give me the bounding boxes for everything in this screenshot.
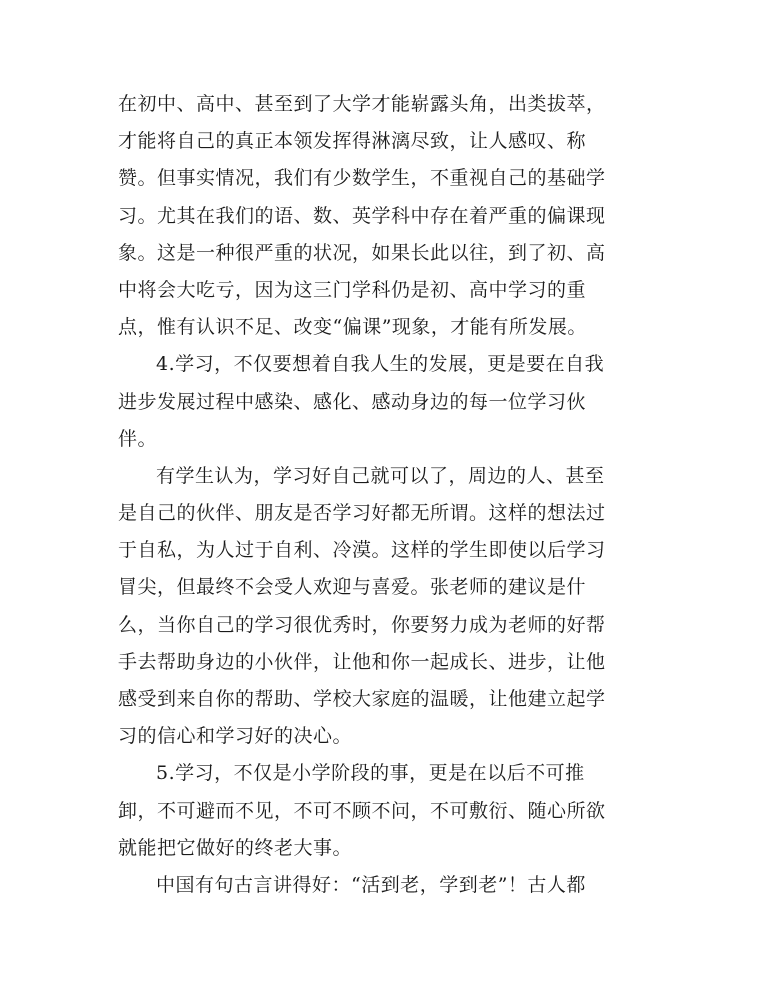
text-line: 感受到来自你的帮助、学校大家庭的温暖，让他建立起学 [118, 688, 606, 710]
text-line: 伴。 [118, 427, 158, 450]
text-line: 么，当你自己的学习很优秀时，你要努力成为老师的好帮 [118, 613, 606, 636]
text-line: 进步发展过程中感染、感化、感动身边的每一位学习伙 [118, 390, 587, 413]
text-line: 才能将自己的真正本领发挥得淋漓尽致，让人感叹、称 [118, 130, 587, 153]
body-text [118, 86, 638, 904]
text-line: 点，惟有认识不足、改变“偏课”现象，才能有所发展。 [118, 316, 587, 339]
text-line: 就能把它做好的终老大事。 [118, 836, 353, 859]
text-line: 中将会大吃亏，因为这三门学科仍是初、高中学习的重 [118, 278, 587, 301]
text-line: 是自己的伙伴、朋友是否学习好都无所谓。这样的想法过 [118, 502, 606, 525]
text-line: 习。尤其在我们的语、数、英学科中存在着严重的偏课现 [118, 204, 606, 227]
text-line: 赞。但事实情况，我们有少数学生，不重视自己的基础学 [118, 167, 606, 190]
text-line: 手去帮助身边的小伙伴，让他和你一起成长、进步，让他 [118, 650, 606, 673]
text-line: 卸，不可避而不见，不可不顾不问，不可敷衍、随心所欲 [118, 799, 606, 822]
text-line: 于自私，为人过于自利、冷漠。这样的学生即使以后学习 [118, 539, 606, 562]
paragraph-start: 有学生认为，学习好自己就可以了，周边的人、甚至 [156, 464, 605, 487]
point-4-heading: 4.学习，不仅要想着自我人生的发展，更是要在自我 [156, 353, 605, 376]
point-5-heading: 5.学习，不仅是小学阶段的事，更是在以后不可推 [156, 762, 585, 785]
text-line: 冒尖，但最终不会受人欢迎与喜爱。张老师的建议是什 [118, 576, 587, 599]
text-line: 在初中、高中、甚至到了大学才能崭露头角，出类拔萃， [118, 93, 606, 115]
text-line: 象。这是一种很严重的状况，如果长此以往，到了初、高 [118, 241, 606, 264]
paragraph-start: 中国有句古言讲得好：“活到老，学到老”！古人都 [156, 873, 586, 896]
text-line: 习的信心和学习好的决心。 [118, 725, 353, 748]
